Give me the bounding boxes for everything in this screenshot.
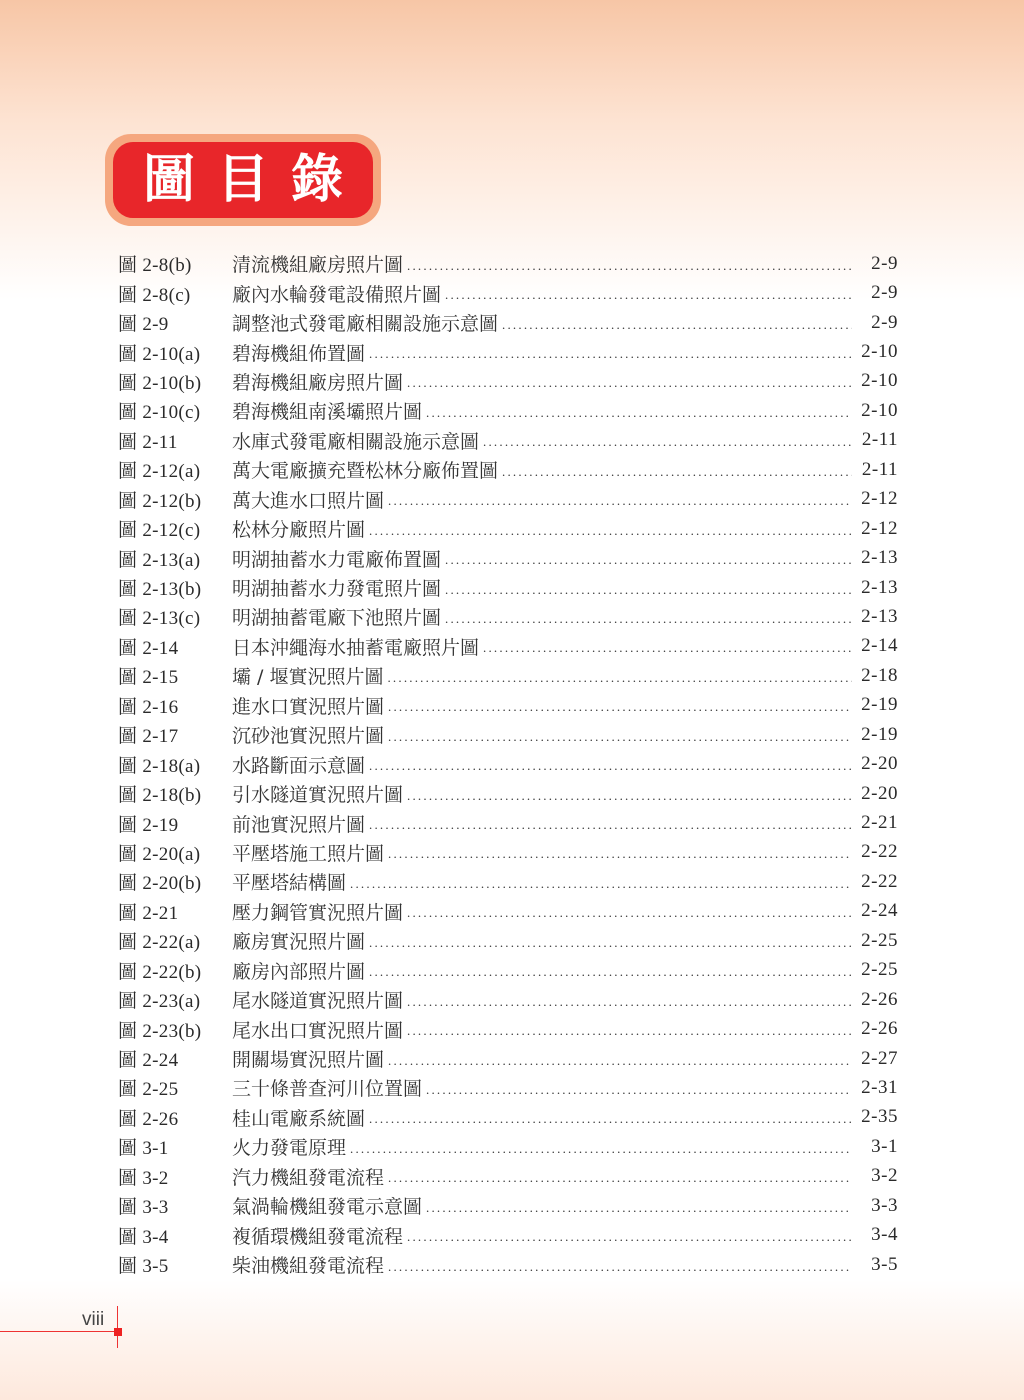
dot-leader <box>407 905 852 921</box>
toc-entry[interactable] <box>118 1103 898 1132</box>
page-reference: 2-24 <box>861 900 898 922</box>
figure-caption: 壓力鋼管實況照片圖 <box>232 901 404 924</box>
figure-caption: 清流機組廠房照片圖 <box>232 254 404 277</box>
toc-entry[interactable] <box>118 249 898 278</box>
title-banner <box>105 134 381 226</box>
dot-leader <box>502 464 852 480</box>
figure-caption: 三十條普查河川位置圖 <box>232 1078 423 1101</box>
page-reference: 3-5 <box>871 1253 898 1275</box>
figure-caption: 碧海機組佈置圖 <box>232 342 366 365</box>
page-reference: 2-10 <box>861 399 898 421</box>
page-reference: 2-13 <box>861 576 898 598</box>
figure-caption: 引水隧道實況照片圖 <box>232 784 404 807</box>
figure-number: 圖 2-14 <box>118 637 179 659</box>
figure-number: 圖 2-10(a) <box>118 343 201 365</box>
toc-entry[interactable] <box>118 691 898 720</box>
figure-number: 圖 2-21 <box>118 902 179 924</box>
toc-entry[interactable] <box>118 367 898 396</box>
figure-list <box>118 249 898 1279</box>
figure-number: 圖 2-9 <box>118 314 169 336</box>
page-reference: 2-13 <box>861 547 898 569</box>
figure-number: 圖 2-17 <box>118 726 179 748</box>
dot-leader <box>407 258 852 274</box>
figure-caption: 火力發電原理 <box>232 1137 347 1160</box>
dot-leader <box>445 582 852 598</box>
toc-entry[interactable] <box>118 661 898 690</box>
figure-number: 圖 2-8(b) <box>118 255 192 277</box>
dot-leader <box>388 493 852 509</box>
page-reference: 3-3 <box>871 1194 898 1216</box>
figure-number: 圖 2-25 <box>118 1079 179 1101</box>
page-reference: 2-31 <box>861 1076 898 1098</box>
dot-leader <box>369 346 852 362</box>
figure-caption: 複循環機組發電流程 <box>232 1225 404 1248</box>
toc-entry[interactable] <box>118 543 898 572</box>
toc-entry[interactable] <box>118 573 898 602</box>
toc-entry[interactable] <box>118 749 898 778</box>
page-reference: 2-18 <box>861 664 898 686</box>
figure-number: 圖 2-20(a) <box>118 843 201 865</box>
figure-caption: 進水口實況照片圖 <box>232 695 385 718</box>
figure-caption: 碧海機組廠房照片圖 <box>232 371 404 394</box>
dot-leader <box>407 1229 852 1245</box>
toc-entry[interactable] <box>118 308 898 337</box>
toc-entry[interactable] <box>118 485 898 514</box>
title-banner-inner <box>113 142 373 218</box>
figure-caption: 日本沖繩海水抽蓄電廠照片圖 <box>232 636 480 659</box>
figure-number: 圖 2-15 <box>118 667 179 689</box>
page-reference: 2-26 <box>861 1018 898 1040</box>
dot-leader <box>426 1200 852 1216</box>
figure-caption: 前池實況照片圖 <box>232 813 366 836</box>
figure-number: 圖 2-22(b) <box>118 961 202 983</box>
figure-number: 圖 2-12(c) <box>118 520 201 542</box>
toc-entry[interactable] <box>118 720 898 749</box>
figure-number: 圖 2-13(c) <box>118 608 201 630</box>
figure-number: 圖 2-8(c) <box>118 284 191 306</box>
toc-entry[interactable] <box>118 867 898 896</box>
page-reference: 2-25 <box>861 929 898 951</box>
dot-leader <box>445 287 852 303</box>
page-reference: 2-9 <box>871 311 898 333</box>
dot-leader <box>445 611 852 627</box>
figure-number: 圖 3-1 <box>118 1138 169 1160</box>
footer-marker <box>114 1328 122 1336</box>
figure-number: 圖 3-3 <box>118 1197 169 1219</box>
figure-caption: 桂山電廠系統圖 <box>232 1107 366 1130</box>
page-reference: 2-12 <box>861 488 898 510</box>
figure-number: 圖 2-20(b) <box>118 873 202 895</box>
page-reference: 2-25 <box>861 959 898 981</box>
figure-caption: 沉砂池實況照片圖 <box>232 725 385 748</box>
toc-entry[interactable] <box>118 278 898 307</box>
dot-leader <box>369 523 852 539</box>
page-reference: 2-11 <box>861 429 898 451</box>
page-reference: 3-4 <box>871 1224 898 1246</box>
figure-number: 圖 3-2 <box>118 1167 169 1189</box>
figure-number: 圖 2-22(a) <box>118 932 201 954</box>
page-reference: 2-12 <box>861 517 898 539</box>
figure-number: 圖 2-18(b) <box>118 785 202 807</box>
page-number: viii <box>82 1309 105 1330</box>
toc-entry[interactable] <box>118 1220 898 1249</box>
dot-leader <box>483 434 852 450</box>
dot-leader <box>426 1082 852 1098</box>
dot-leader <box>387 670 852 686</box>
figure-number: 圖 2-23(b) <box>118 1020 202 1042</box>
dot-leader <box>369 964 852 980</box>
figure-caption: 水路斷面示意圖 <box>232 754 366 777</box>
figure-caption: 水庫式發電廠相關設施示意圖 <box>232 430 480 453</box>
dot-leader <box>369 758 852 774</box>
page-reference: 2-22 <box>861 841 898 863</box>
dot-leader <box>369 1111 852 1127</box>
toc-entry[interactable] <box>118 1073 898 1102</box>
figure-caption: 萬大電廠擴充暨松林分廠佈置圖 <box>232 460 499 483</box>
toc-entry[interactable] <box>118 1044 898 1073</box>
dot-leader <box>388 729 852 745</box>
dot-leader <box>369 935 852 951</box>
toc-entry[interactable] <box>118 1132 898 1161</box>
page-reference: 2-35 <box>861 1106 898 1128</box>
figure-caption: 明湖抽蓄電廠下池照片圖 <box>232 607 442 630</box>
figure-number: 圖 2-12(b) <box>118 490 202 512</box>
page-reference: 2-13 <box>861 605 898 627</box>
figure-caption: 廠房內部照片圖 <box>232 960 366 983</box>
figure-number: 圖 2-23(a) <box>118 991 201 1013</box>
figure-number: 圖 3-4 <box>118 1226 169 1248</box>
figure-caption: 廠房實況照片圖 <box>232 931 366 954</box>
dot-leader <box>407 375 852 391</box>
page-reference: 2-21 <box>861 812 898 834</box>
page-reference: 2-10 <box>861 370 898 392</box>
toc-entry[interactable] <box>118 779 898 808</box>
toc-entry[interactable] <box>118 1014 898 1043</box>
figure-caption: 壩 / 堰實況照片圖 <box>232 666 384 689</box>
toc-entry[interactable] <box>118 426 898 455</box>
figure-number: 圖 2-13(a) <box>118 549 201 571</box>
dot-leader <box>426 405 852 421</box>
dot-leader <box>388 1053 852 1069</box>
page-reference: 2-20 <box>861 753 898 775</box>
page-reference: 3-2 <box>871 1165 898 1187</box>
toc-entry[interactable] <box>118 956 898 985</box>
toc-entry[interactable] <box>118 632 898 661</box>
figure-number: 圖 2-12(a) <box>118 461 201 483</box>
figure-number: 圖 2-11 <box>118 431 178 453</box>
dot-leader <box>483 640 852 656</box>
figure-caption: 明湖抽蓄水力發電照片圖 <box>232 578 442 601</box>
page-reference: 2-19 <box>861 723 898 745</box>
figure-number: 圖 2-19 <box>118 814 179 836</box>
page-reference: 2-14 <box>861 635 898 657</box>
dot-leader <box>350 876 852 892</box>
footer-rule-horizontal <box>0 1331 122 1332</box>
page-reference: 2-9 <box>871 282 898 304</box>
page-reference: 2-22 <box>861 870 898 892</box>
dot-leader <box>407 788 852 804</box>
figure-number: 圖 3-5 <box>118 1256 169 1278</box>
figure-caption: 平壓塔結構圖 <box>232 872 347 895</box>
figure-number: 圖 2-10(c) <box>118 402 201 424</box>
dot-leader <box>407 1023 852 1039</box>
figure-caption: 廠內水輪發電設備照片圖 <box>232 283 442 306</box>
dot-leader <box>350 1141 852 1157</box>
page-reference: 2-10 <box>861 341 898 363</box>
toc-entry[interactable] <box>118 455 898 484</box>
figure-number: 圖 2-13(b) <box>118 579 202 601</box>
dot-leader <box>445 552 852 568</box>
figure-caption: 明湖抽蓄水力電廠佈置圖 <box>232 548 442 571</box>
page-reference: 2-20 <box>861 782 898 804</box>
dot-leader <box>407 994 852 1010</box>
page-reference: 2-19 <box>861 694 898 716</box>
toc-entry[interactable] <box>118 808 898 837</box>
figure-number: 圖 2-18(a) <box>118 755 201 777</box>
page-reference: 2-26 <box>861 988 898 1010</box>
dot-leader <box>388 1170 852 1186</box>
figure-caption: 松林分廠照片圖 <box>232 519 366 542</box>
toc-entry[interactable] <box>118 985 898 1014</box>
figure-number: 圖 2-26 <box>118 1108 179 1130</box>
page-reference: 2-9 <box>871 252 898 274</box>
toc-entry[interactable] <box>118 1191 898 1220</box>
dot-leader <box>388 846 852 862</box>
toc-entry[interactable] <box>118 926 898 955</box>
dot-leader <box>502 317 852 333</box>
toc-entry[interactable] <box>118 337 898 366</box>
page-title: 圖目錄 <box>142 150 365 210</box>
toc-entry[interactable] <box>118 897 898 926</box>
page-reference: 2-27 <box>861 1047 898 1069</box>
figure-number: 圖 2-10(b) <box>118 372 202 394</box>
toc-entry[interactable] <box>118 396 898 425</box>
dot-leader <box>388 1259 852 1275</box>
figure-caption: 開關場實況照片圖 <box>232 1049 385 1072</box>
toc-entry[interactable] <box>118 1162 898 1191</box>
figure-caption: 尾水出口實況照片圖 <box>232 1019 404 1042</box>
toc-entry[interactable] <box>118 514 898 543</box>
footer-rule-vertical <box>117 1306 118 1348</box>
page-reference: 3-1 <box>871 1135 898 1157</box>
figure-number: 圖 2-24 <box>118 1050 179 1072</box>
figure-caption: 調整池式發電廠相關設施示意圖 <box>232 313 499 336</box>
figure-caption: 柴油機組發電流程 <box>232 1255 385 1278</box>
figure-number: 圖 2-16 <box>118 696 179 718</box>
figure-caption: 尾水隧道實況照片圖 <box>232 990 404 1013</box>
figure-caption: 汽力機組發電流程 <box>232 1166 385 1189</box>
figure-caption: 氣渦輪機組發電示意圖 <box>232 1196 423 1219</box>
toc-entry[interactable] <box>118 1250 898 1279</box>
toc-entry[interactable] <box>118 838 898 867</box>
figure-caption: 平壓塔施工照片圖 <box>232 842 385 865</box>
dot-leader <box>388 699 852 715</box>
page-reference: 2-11 <box>861 458 898 480</box>
dot-leader <box>369 817 852 833</box>
figure-caption: 碧海機組南溪壩照片圖 <box>232 401 423 424</box>
toc-entry[interactable] <box>118 602 898 631</box>
figure-caption: 萬大進水口照片圖 <box>232 489 385 512</box>
